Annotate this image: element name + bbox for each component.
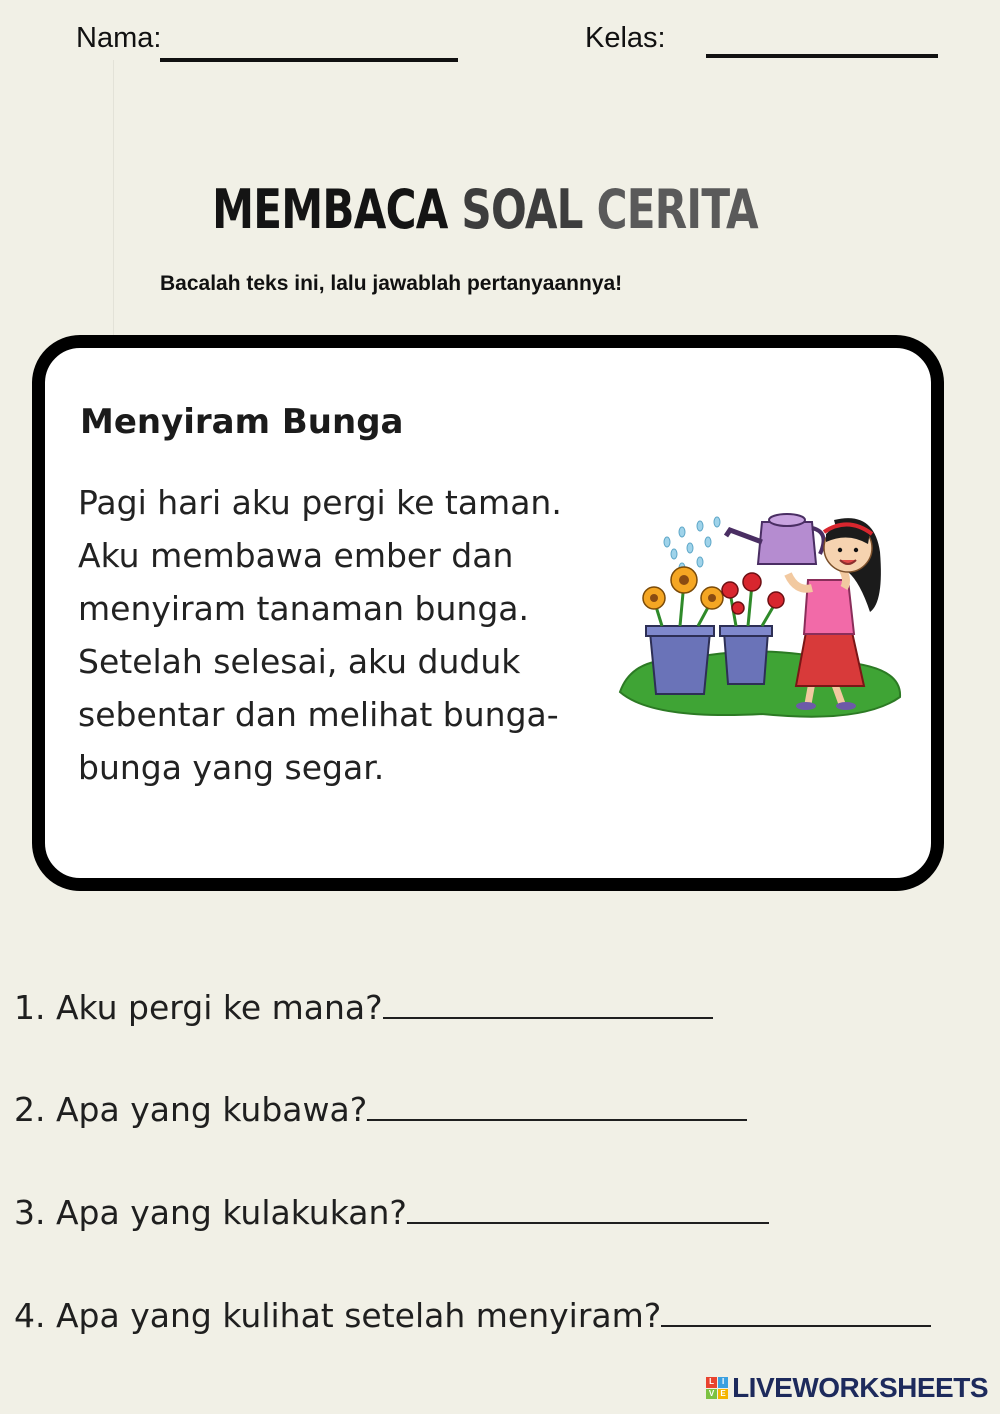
title-word-1: MEMBACA [212,178,448,241]
question-2 [14,1090,747,1129]
name-input-line[interactable] [160,58,458,62]
question-1 [14,988,713,1027]
question-2-text: 2. Apa yang kubawa? [14,1090,368,1129]
instruction-text: Bacalah teks ini, lalu jawablah pertanyaannya! [160,272,623,295]
story-line: Setelah selesai, aku duduk [78,642,521,681]
brand-text: LIVEWORKSHEETS [732,1372,988,1403]
class-label: Kelas: [585,22,666,54]
story-line: Aku membawa ember dan [78,536,514,575]
story-line: sebentar dan melihat bunga- [78,695,559,734]
question-1-text: 1. Aku pergi ke mana? [14,988,383,1027]
girl-watering-flowers-illustration [612,492,912,732]
answer-4-line[interactable] [661,1297,931,1327]
answer-3-line[interactable] [407,1194,769,1224]
story-line: Pagi hari aku pergi ke taman. [78,483,562,522]
answer-2-line[interactable] [367,1091,747,1121]
answer-1-line[interactable] [383,989,713,1019]
liveworksheets-logo-icon: L I V E [706,1377,728,1399]
name-label: Nama: [76,22,162,54]
liveworksheets-logo [706,1372,988,1404]
question-4-text: 4. Apa yang kulihat setelah menyiram? [14,1296,662,1335]
question-3 [14,1193,769,1232]
story-line: menyiram tanaman bunga. [78,589,529,628]
worksheet-title [107,178,864,241]
title-word-2: SOAL [461,178,583,241]
title-word-3: CERITA [596,178,758,241]
class-input-line[interactable] [706,54,938,58]
story-text [78,476,618,794]
story-title: Menyiram Bunga [80,402,404,442]
story-line: bunga yang segar. [78,748,385,787]
question-3-text: 3. Apa yang kulakukan? [14,1193,407,1232]
question-4 [14,1296,931,1335]
